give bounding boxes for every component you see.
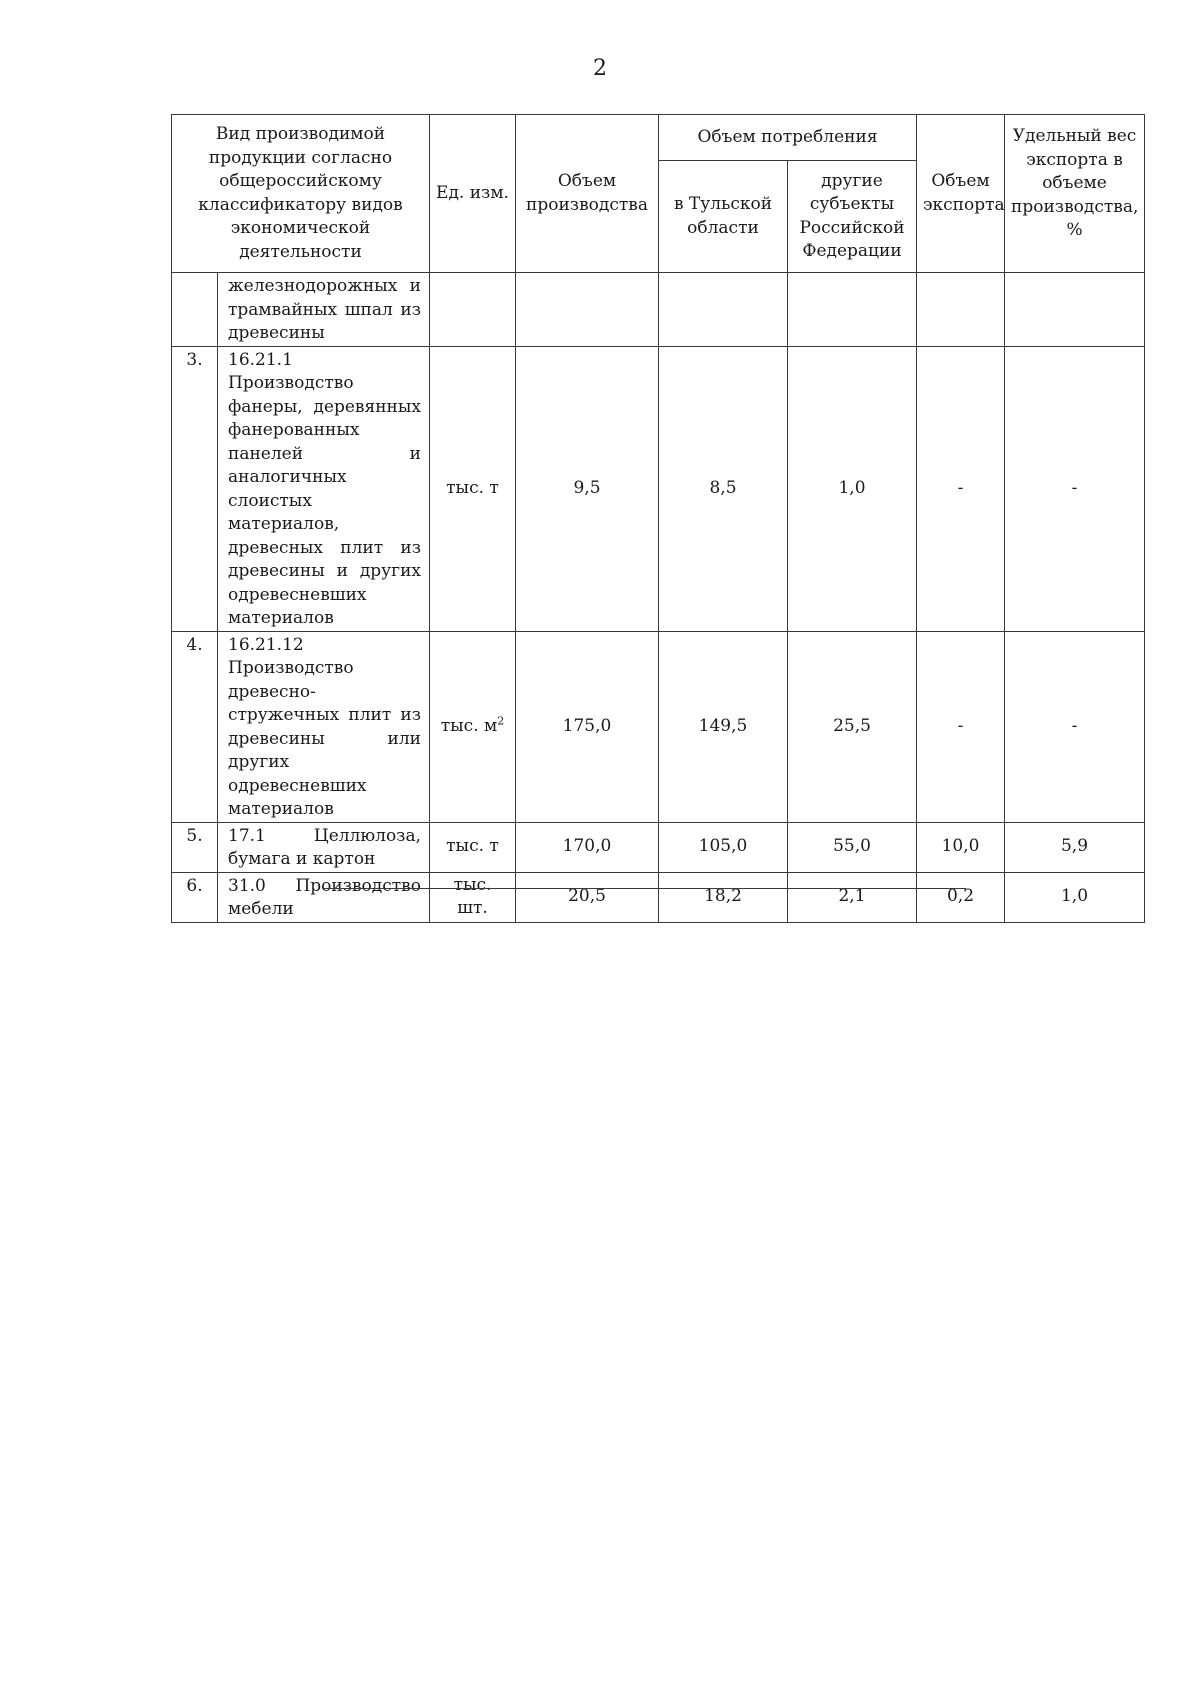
header-consumption-volume: Объем потребления xyxy=(659,115,917,161)
row-number: 6. xyxy=(172,872,218,922)
row-tula: 149,5 xyxy=(659,631,788,822)
row-unit xyxy=(430,631,516,822)
row-export xyxy=(917,273,1005,347)
table-row xyxy=(172,822,1145,872)
table-row xyxy=(172,346,1145,631)
row-description: 31.0 Производство мебели xyxy=(218,872,430,922)
header-tula-region: в Тульской области xyxy=(659,161,788,273)
row-export: 0,2 xyxy=(917,872,1005,922)
row-other-subjects: 1,0 xyxy=(788,346,917,631)
row-production: 9,5 xyxy=(516,346,659,631)
row-other-subjects: 2,1 xyxy=(788,872,917,922)
table-row xyxy=(172,273,1145,347)
row-export: 10,0 xyxy=(917,822,1005,872)
table-row xyxy=(172,631,1145,822)
row-production xyxy=(516,273,659,347)
row-export-share: - xyxy=(1005,346,1145,631)
row-number: 4. xyxy=(172,631,218,822)
header-export-share: Удельный вес экспорта в объеме производства, % xyxy=(1005,115,1145,273)
row-export: - xyxy=(917,631,1005,822)
row-unit: тыс. шт. xyxy=(430,872,516,922)
row-number xyxy=(172,273,218,347)
row-other-subjects: 25,5 xyxy=(788,631,917,822)
table-row xyxy=(172,872,1145,922)
page-number: 2 xyxy=(593,56,607,81)
unit-text: тыс. м xyxy=(440,715,498,736)
row-other-subjects xyxy=(788,273,917,347)
row-export-share: 5,9 xyxy=(1005,822,1145,872)
closing-rule-divider xyxy=(324,888,966,889)
row-tula: 105,0 xyxy=(659,822,788,872)
row-tula: 8,5 xyxy=(659,346,788,631)
row-description: 17.1 Целлюлоза, бумага и картон xyxy=(218,822,430,872)
header-unit: Ед. изм. xyxy=(430,115,516,273)
row-export-share: - xyxy=(1005,631,1145,822)
header-production-volume: Объем производства xyxy=(516,115,659,273)
production-table xyxy=(171,114,1145,923)
row-production: 175,0 xyxy=(516,631,659,822)
row-unit: тыс. т xyxy=(430,346,516,631)
row-description: железнодорожных и трамвайных шпал из древесины xyxy=(218,273,430,347)
row-export-share: 1,0 xyxy=(1005,872,1145,922)
row-tula xyxy=(659,273,788,347)
row-number: 3. xyxy=(172,346,218,631)
row-production: 20,5 xyxy=(516,872,659,922)
row-export-share xyxy=(1005,273,1145,347)
row-production: 170,0 xyxy=(516,822,659,872)
row-export: - xyxy=(917,346,1005,631)
header-other-subjects: другие субъекты Российской Федерации xyxy=(788,161,917,273)
row-description: 16.21.1 Производство фанеры, деревянных фанерованных панелей и аналогичных слоистых материалов, древесных плит из древесины и других одревесневших материалов xyxy=(218,346,430,631)
row-tula: 18,2 xyxy=(659,872,788,922)
row-description: 16.21.12 Производство древесно-стружечных плит из древесины или других одревесневших материалов xyxy=(218,631,430,822)
row-unit: тыс. т xyxy=(430,822,516,872)
unit-superscript: 2 xyxy=(497,714,505,728)
header-activity-type: Вид производимой продукции согласно общероссийскому классификатору видов экономической деятельности xyxy=(172,115,430,273)
row-number: 5. xyxy=(172,822,218,872)
row-unit xyxy=(430,273,516,347)
header-export-volume: Объем экспорта xyxy=(917,115,1005,273)
row-other-subjects: 55,0 xyxy=(788,822,917,872)
